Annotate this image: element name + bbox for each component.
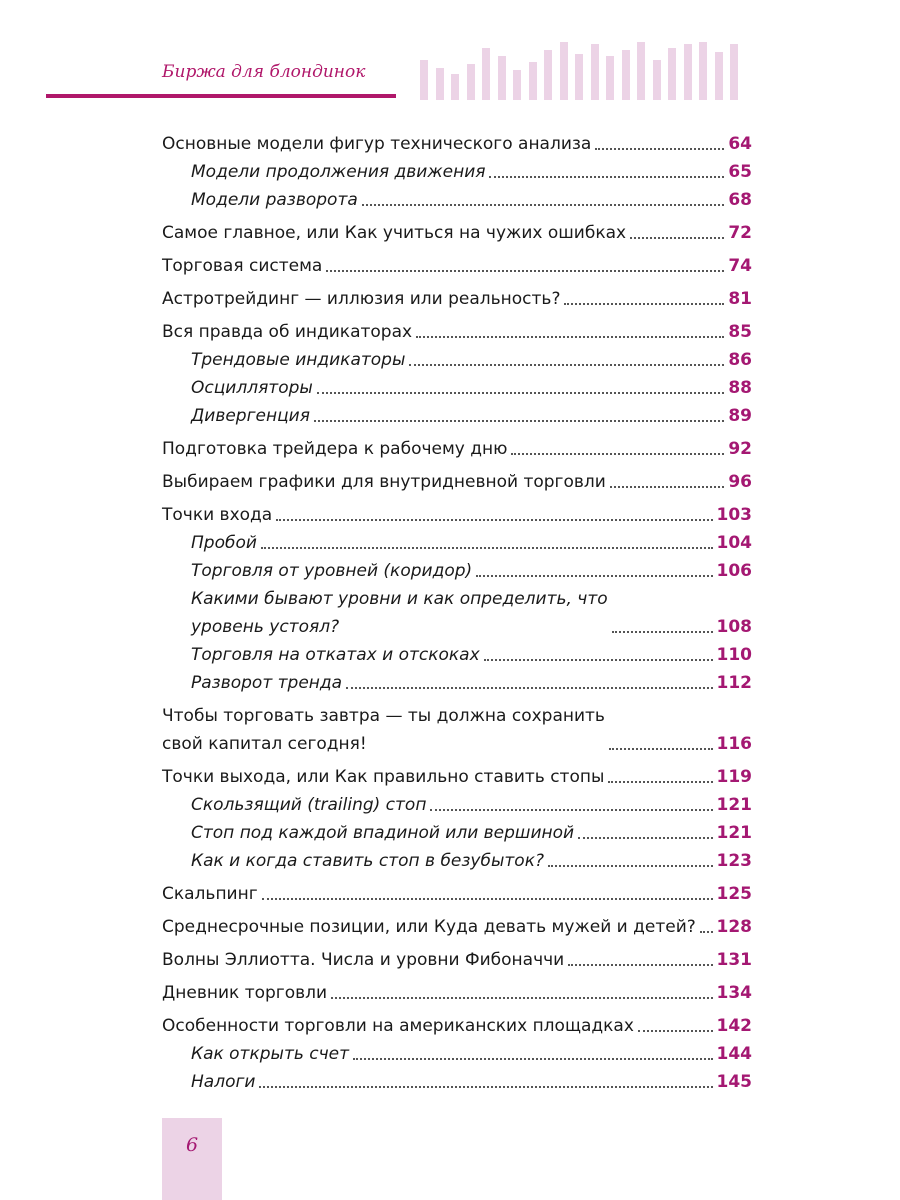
decorative-bar bbox=[482, 48, 490, 100]
table-of-contents bbox=[162, 130, 752, 1096]
decorative-bar bbox=[436, 68, 444, 100]
decorative-bar bbox=[513, 70, 521, 100]
toc-entry-page: 119 bbox=[716, 767, 752, 787]
toc-entry-page: 121 bbox=[716, 823, 752, 843]
toc-entry-title: Среднесрочные позиции, или Куда девать мужей и детей? bbox=[162, 917, 696, 937]
toc-entry-page: 110 bbox=[716, 645, 752, 665]
toc-subentry bbox=[162, 585, 752, 641]
decorative-bar bbox=[544, 50, 552, 100]
toc-entry-page: 81 bbox=[728, 289, 752, 309]
toc-entry-title: Пробой bbox=[191, 533, 257, 553]
dot-leader bbox=[261, 546, 713, 549]
toc-entry bbox=[162, 285, 752, 313]
toc-entry-page: 68 bbox=[728, 190, 752, 210]
dot-leader bbox=[476, 574, 712, 577]
toc-entry-page: 125 bbox=[716, 884, 752, 904]
decorative-bar bbox=[420, 60, 428, 100]
toc-entry-title: Как и когда ставить стоп в безубыток? bbox=[191, 851, 544, 871]
toc-entry-page: 104 bbox=[716, 533, 752, 553]
dot-leader bbox=[326, 269, 724, 272]
toc-entry-title: Скальпинг bbox=[162, 884, 258, 904]
toc-entry-page: 92 bbox=[728, 439, 752, 459]
toc-entry bbox=[162, 468, 752, 496]
toc-entry bbox=[162, 979, 752, 1007]
toc-entry-page: 121 bbox=[716, 795, 752, 815]
dot-leader bbox=[568, 963, 712, 966]
toc-subentry bbox=[162, 402, 752, 430]
toc-subentry bbox=[162, 374, 752, 402]
toc-entry-title: Торговая система bbox=[162, 256, 323, 276]
toc-entry-page: 89 bbox=[728, 406, 752, 426]
dot-leader bbox=[353, 1057, 712, 1060]
toc-entry bbox=[162, 1012, 752, 1040]
decorative-bar bbox=[529, 62, 537, 100]
decorative-bar bbox=[653, 60, 661, 100]
toc-entry-title: Торговля на откатах и отскоках bbox=[191, 645, 480, 665]
decorative-bar bbox=[715, 52, 723, 100]
toc-subentry bbox=[162, 1068, 752, 1096]
dot-leader bbox=[489, 175, 724, 178]
toc-entry bbox=[162, 501, 752, 529]
dot-leader bbox=[409, 363, 724, 366]
decorative-bar bbox=[575, 54, 583, 100]
decorative-bar bbox=[591, 44, 599, 100]
toc-subentry bbox=[162, 186, 752, 214]
dot-leader bbox=[276, 518, 712, 521]
toc-entry-page: 142 bbox=[716, 1016, 752, 1036]
toc-subentry bbox=[162, 557, 752, 585]
toc-entry-title: Вся правда об индикаторах bbox=[162, 322, 413, 342]
toc-entry-title: Астротрейдинг — иллюзия или реальность? bbox=[162, 289, 561, 309]
toc-entry bbox=[162, 130, 752, 158]
dot-leader bbox=[331, 996, 712, 999]
toc-entry-page: 74 bbox=[728, 256, 752, 276]
decorative-bar bbox=[684, 44, 692, 100]
toc-subentry bbox=[162, 641, 752, 669]
toc-entry-page: 145 bbox=[716, 1072, 752, 1092]
dot-leader bbox=[262, 897, 713, 900]
decorative-bar bbox=[606, 56, 614, 100]
dot-leader bbox=[259, 1085, 712, 1088]
toc-subentry bbox=[162, 847, 752, 875]
toc-entry bbox=[162, 913, 752, 941]
decorative-bar bbox=[467, 64, 475, 100]
dot-leader bbox=[612, 630, 713, 633]
toc-entry bbox=[162, 880, 752, 908]
dot-leader bbox=[430, 808, 712, 811]
toc-entry-page: 123 bbox=[716, 851, 752, 871]
dot-leader bbox=[362, 203, 725, 206]
toc-entry-title: Как открыть счет bbox=[191, 1044, 350, 1064]
toc-entry bbox=[162, 763, 752, 791]
dot-leader bbox=[317, 391, 725, 394]
decorative-bars bbox=[420, 42, 750, 100]
toc-entry-page: 134 bbox=[716, 983, 752, 1003]
toc-entry-title: Подготовка трейдера к рабочему дню bbox=[162, 439, 508, 459]
toc-subentry bbox=[162, 1040, 752, 1068]
toc-entry-title: Основные модели фигур технического анализа bbox=[162, 134, 592, 154]
decorative-bar bbox=[699, 42, 707, 100]
dot-leader bbox=[346, 686, 712, 689]
decorative-bar bbox=[668, 48, 676, 100]
toc-entry-page: 108 bbox=[716, 617, 752, 637]
dot-leader bbox=[416, 335, 724, 338]
decorative-bar bbox=[622, 50, 630, 100]
running-header-title: Биржа для блондинок bbox=[162, 62, 366, 82]
toc-subentry bbox=[162, 158, 752, 186]
decorative-bar bbox=[560, 42, 568, 100]
toc-entry bbox=[162, 946, 752, 974]
toc-entry-page: 72 bbox=[728, 223, 752, 243]
dot-leader bbox=[638, 1029, 713, 1032]
dot-leader bbox=[564, 302, 724, 305]
toc-entry-title: Трендовые индикаторы bbox=[191, 350, 406, 370]
toc-entry-title: Выбираем графики для внутридневной торговли bbox=[162, 472, 606, 492]
toc-subentry bbox=[162, 791, 752, 819]
toc-entry-page: 96 bbox=[728, 472, 752, 492]
toc-entry-page: 131 bbox=[716, 950, 752, 970]
toc-entry-page: 106 bbox=[716, 561, 752, 581]
toc-entry-title: Разворот тренда bbox=[191, 673, 343, 693]
dot-leader bbox=[548, 864, 713, 867]
toc-subentry bbox=[162, 346, 752, 374]
toc-entry-title: Модели продолжения движения bbox=[191, 162, 486, 182]
toc-entry-title: Точки выхода, или Как правильно ставить стопы bbox=[162, 767, 605, 787]
decorative-bar bbox=[498, 56, 506, 100]
decorative-bar bbox=[637, 42, 645, 100]
toc-entry-page: 65 bbox=[728, 162, 752, 182]
toc-entry bbox=[162, 219, 752, 247]
dot-leader bbox=[314, 419, 724, 422]
toc-entry-title: Налоги bbox=[191, 1072, 256, 1092]
toc-entry-title: Осцилляторы bbox=[191, 378, 313, 398]
toc-entry-title: Торговля от уровней (коридор) bbox=[191, 561, 473, 581]
toc-entry-title: Волны Эллиотта. Числа и уровни Фибоначчи bbox=[162, 950, 565, 970]
toc-subentry bbox=[162, 529, 752, 557]
dot-leader bbox=[609, 747, 713, 750]
dot-leader bbox=[608, 780, 712, 783]
toc-entry-title: Дневник торговли bbox=[162, 983, 328, 1003]
dot-leader bbox=[630, 236, 724, 239]
toc-entry-title: Стоп под каждой впадиной или вершиной bbox=[191, 823, 575, 843]
toc-entry-page: 144 bbox=[716, 1044, 752, 1064]
toc-entry-page: 112 bbox=[716, 673, 752, 693]
toc-entry-page: 103 bbox=[716, 505, 752, 525]
decorative-bar bbox=[451, 74, 459, 100]
dot-leader bbox=[595, 147, 724, 150]
toc-entry-title: Дивергенция bbox=[191, 406, 310, 426]
toc-entry bbox=[162, 252, 752, 280]
header-rule bbox=[46, 94, 396, 98]
dot-leader bbox=[511, 452, 724, 455]
toc-entry-page: 86 bbox=[728, 350, 752, 370]
toc-entry-title: Чтобы торговать завтра — ты должна сохранить свой капитал сегодня! bbox=[162, 706, 605, 754]
toc-subentry bbox=[162, 819, 752, 847]
toc-entry bbox=[162, 702, 752, 758]
toc-entry bbox=[162, 318, 752, 346]
decorative-bar bbox=[730, 44, 738, 100]
toc-entry-title: Скользящий (trailing) стоп bbox=[191, 795, 427, 815]
toc-entry-title: Самое главное, или Как учиться на чужих ошибках bbox=[162, 223, 627, 243]
toc-entry-page: 88 bbox=[728, 378, 752, 398]
toc-entry-title: Точки входа bbox=[162, 505, 273, 525]
toc-entry-page: 128 bbox=[716, 917, 752, 937]
toc-entry-title: Модели разворота bbox=[191, 190, 358, 210]
page-number-box bbox=[162, 1118, 222, 1200]
toc-entry-page: 85 bbox=[728, 322, 752, 342]
toc-entry-page: 64 bbox=[728, 134, 752, 154]
dot-leader bbox=[700, 930, 713, 933]
dot-leader bbox=[578, 836, 712, 839]
dot-leader bbox=[484, 658, 713, 661]
dot-leader bbox=[610, 485, 725, 488]
toc-subentry bbox=[162, 669, 752, 697]
toc-entry-title: Особенности торговли на американских площадках bbox=[162, 1016, 634, 1036]
toc-entry-page: 116 bbox=[716, 734, 752, 754]
toc-entry bbox=[162, 435, 752, 463]
toc-entry-title: Какими бывают уровни и как определить, что уровень устоял? bbox=[191, 589, 608, 637]
page-number: 6 bbox=[185, 1134, 199, 1156]
